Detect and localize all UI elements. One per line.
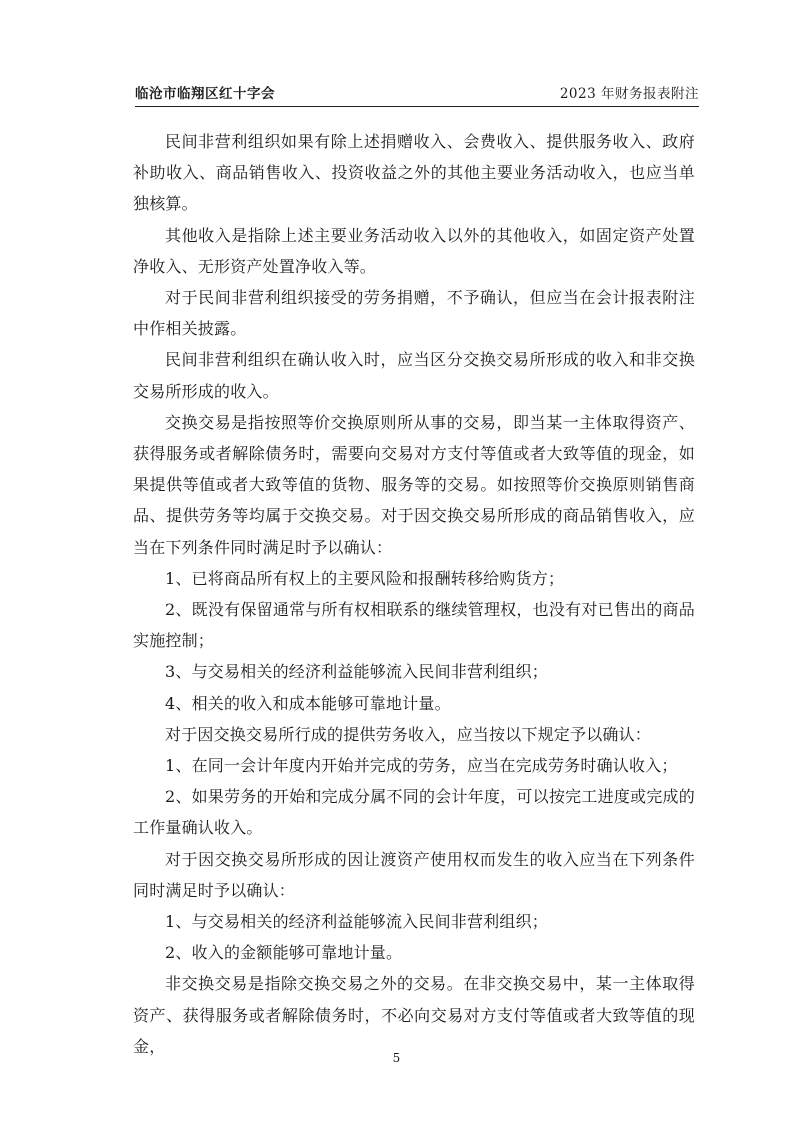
list-item-service-rule-1: 1、在同一会计年度内开始并完成的劳务，应当在完成劳务时确认收入； bbox=[165, 756, 678, 776]
paragraph-non-exchange-transaction: 非交换交易是指除交换交易之外的交易。在非交换交易中，某一主体取得资产、获得服务或者解除债务时，不必向交易对方支付等值或者大致等值的现金， bbox=[133, 974, 695, 1056]
list-item-sales-condition-4: 4、相关的收入和成本能够可靠地计量。 bbox=[165, 693, 451, 713]
paragraph-exchange-transaction: 交换交易是指按照等价交换原则所从事的交易，即当某一主体取得资产、获得服务或者解除债务时，需要向交易对方支付等值或者大致等值的现金，如果提供等值或者大致等值的货物、服务等的交易。如按照等价交换原则销售商品、提供劳务等均属于交换交易。对于因交换交易所形成的商品销售收入，应当在下列条件同时满足时予以确认： bbox=[133, 412, 695, 557]
header-report-title: 2023 年财务报表附注 bbox=[559, 86, 699, 102]
page-number: 5 bbox=[392, 1051, 401, 1065]
list-item-sales-condition-3: 3、与交易相关的经济利益能够流入民间非营利组织； bbox=[165, 662, 548, 682]
page-header bbox=[135, 84, 699, 107]
list-item-sales-condition-2: 2、既没有保留通常与所有权相联系的继续管理权，也没有对已售出的商品实施控制； bbox=[133, 600, 695, 651]
paragraph-service-income: 对于因交换交易所行成的提供劳务收入，应当按以下规定予以确认： bbox=[165, 724, 652, 744]
paragraph-other-income: 其他收入是指除上述主要业务活动收入以外的其他收入，如固定资产处置净收入、无形资产处置净收入等。 bbox=[133, 225, 695, 276]
list-item-asset-use-condition-2: 2、收入的金额能够可靠地计量。 bbox=[165, 943, 403, 963]
list-item-sales-condition-1: 1、已将商品所有权上的主要风险和报酬转移给购货方； bbox=[165, 568, 565, 588]
paragraph-labor-donation: 对于民间非营利组织接受的劳务捐赠，不予确认，但应当在会计报表附注中作相关披露。 bbox=[133, 288, 695, 339]
paragraph-income-distinction: 民间非营利组织在确认收入时，应当区分交换交易所形成的收入和非交换交易所形成的收入。 bbox=[133, 350, 695, 401]
list-item-service-rule-2: 2、如果劳务的开始和完成分属不同的会计年度，可以按完工进度或完成的工作量确认收入。 bbox=[133, 787, 695, 838]
paragraph-asset-use-income: 对于因交换交易所形成的因让渡资产使用权而发生的收入应当在下列条件同时满足时予以确认： bbox=[133, 849, 695, 900]
paragraph-other-activity-income: 民间非营利组织如果有除上述捐赠收入、会费收入、提供服务收入、政府补助收入、商品销售收入、投资收益之外的其他主要业务活动收入，也应当单独核算。 bbox=[133, 132, 695, 214]
header-organization: 临沧市临翔区红十字会 bbox=[135, 86, 275, 102]
document-body bbox=[133, 126, 695, 1062]
list-item-asset-use-condition-1: 1、与交易相关的经济利益能够流入民间非营利组织； bbox=[165, 912, 548, 932]
